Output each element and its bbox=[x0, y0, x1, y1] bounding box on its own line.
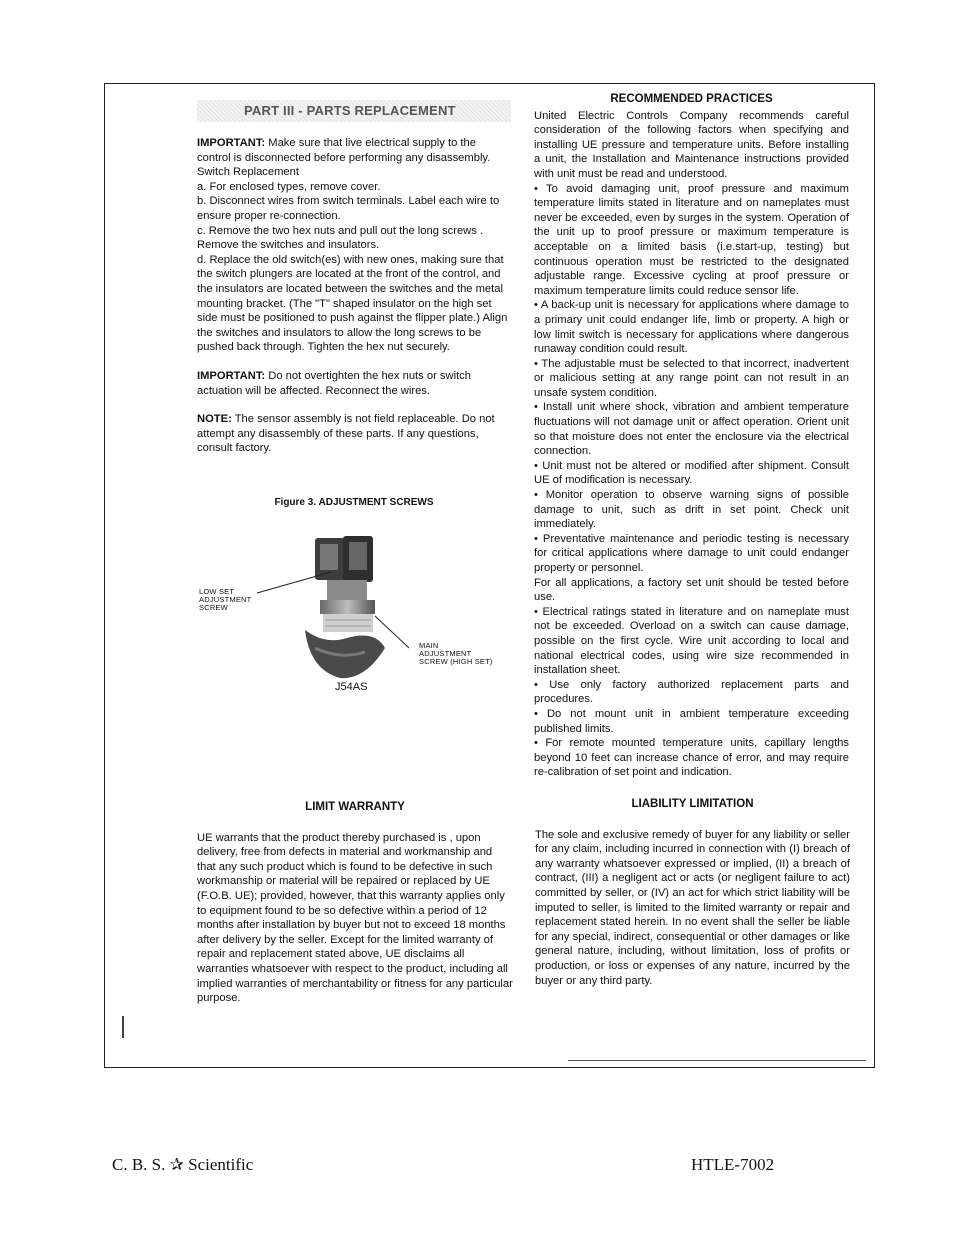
practice-paragraph: For all applications, a factory set unit should be tested before use. bbox=[534, 576, 849, 604]
liability-limitation-section bbox=[535, 797, 850, 988]
main-adjustment-label: MAIN ADJUSTMENT SCREW (HIGH SET) bbox=[419, 641, 493, 667]
practice-paragraph: • A back-up unit is necessary for applications where damage to a primary unit could endanger life, limb or property. A high or low limit switch is necessary for applications where dangerous runaway condition could result. bbox=[534, 299, 849, 356]
practice-paragraph: • Monitor operation to observe warning signs of possible damage to unit, such as drift in set point. Check unit immediately. bbox=[534, 489, 849, 531]
practice-paragraph: • Install unit where shock, vibration and ambient temperature fluctuations will not damage unit or affect operation. Orient unit so that moisture does not enter the enclosure via the electrical connection. bbox=[534, 401, 849, 458]
footer-right: HTLE-7002 bbox=[691, 1155, 775, 1174]
right-column bbox=[534, 92, 849, 780]
practice-paragraph: • Do not mount unit in ambient temperature exceeding published limits. bbox=[534, 707, 849, 735]
sensor-note: NOTE: The sensor assembly is not field replaceable. Do not attempt any disassembly of these parts. If any questions, consult factory. bbox=[197, 413, 495, 455]
switch-replacement-title: Switch Replacement bbox=[197, 166, 299, 179]
scan-mark bbox=[122, 1016, 124, 1038]
callout-lines bbox=[197, 528, 517, 738]
practice-paragraph: • For remote mounted temperature units, capillary lengths beyond 10 feet can increase chance of error, and may require re-calibration of set point and indication. bbox=[534, 737, 849, 779]
important-overtighten: IMPORTANT: Do not overtighten the hex nuts or switch actuation will be affected. Reconnect the wires. bbox=[197, 369, 471, 397]
model-number: J54AS bbox=[335, 681, 368, 694]
divider-line bbox=[568, 1060, 866, 1061]
practice-paragraph: • Electrical ratings stated in literature and on nameplate must not be exceeded. Overload on a switch can cause damage, possible on the first cycle. Wire unit according to local and national electrical codes, using wire size recommended in installation sheet. bbox=[534, 605, 849, 677]
practice-paragraph: • Use only factory authorized replacement parts and procedures. bbox=[534, 678, 849, 706]
practice-paragraph: • Preventative maintenance and periodic testing is necessary for critical applications where damage to unit could endanger property or personnel. bbox=[534, 532, 849, 574]
practice-paragraph: United Electric Controls Company recommends careful consideration of the following factors when specifying and installing UE pressure and temperature units. Before installing a unit, the Installation and Maintenance instructions provided with unit must be read and understood. bbox=[534, 109, 849, 180]
footer-left: C. B. S. ✰ Scientific bbox=[112, 1155, 254, 1174]
step-a: a. For enclosed types, remove cover. bbox=[197, 180, 381, 193]
left-column bbox=[197, 100, 511, 738]
liability-limitation-heading: LIABILITY LIMITATION bbox=[631, 798, 754, 810]
limit-warranty-text: UE warrants that the product thereby purchased is , upon delivery, free from defects in material and workmanship and that any such product which is found to be defective in such workmanship or material will be repaired or replaced by UE (F.O.B. UE); provided, however, that this warranty applies only to equipment found to be so defective within a period of 12 months after installation by buyer but not to exceed 18 months after delivery by the seller. Except for the limited warranty of repair and replacement stated above, UE disclaims all warranties whatsoever with respect to the product, including all implied warranties of merchantability or fitness for any particular purpose. bbox=[197, 831, 513, 1005]
figure-caption: Figure 3. ADJUSTMENT SCREWS bbox=[274, 496, 434, 508]
liability-limitation-text: The sole and exclusive remedy of buyer for any liability or seller for any claim, including incurred in connection with (I) breach of any warranty whatsoever expressed or implied, (II) a breach of contract, (III) a negligent act or acts (or negligent failure to act) committed by seller, or (IV) an act for which strict liability will be imputed to seller, is limited to the limited warranty or repair and replacement stated herein. In no event shall the seller be liable for any special, indirect, consequential or other damages or like general nature, including, without limitation, loss of profits or production, or loss or expenses of any nature, incurred by the buyer or any third party. bbox=[535, 828, 850, 987]
practice-paragraph: • Unit must not be altered or modified after shipment. Consult UE of modification is necessary. bbox=[534, 459, 849, 487]
step-b: b. Disconnect wires from switch terminals. Label each wire to ensure proper re-connection. bbox=[197, 195, 500, 222]
adjustment-screws-figure bbox=[197, 528, 511, 738]
practice-paragraph: • To avoid damaging unit, proof pressure and maximum temperature limits stated in literature and on nameplates must never be exceeded, even by surges in the system. Operation of the unit up to proof pressure or maximum temperature is acceptable on a limited basis (i.e.start-up, testing) but continuous operation must be restricted to the designated adjustable range. Excessive cycling at proof pressure or maximum temperature limits could reduce sensor life. bbox=[534, 182, 849, 297]
low-set-label: LOW SET ADJUSTMENT SCREW bbox=[199, 587, 252, 613]
step-d: d. Replace the old switch(es) with new ones, making sure that the switch plungers are located at the front of the control, and the insulators are located between the switches and the metal mounting bracket. (The "T" shaped insulator on the high set side must be positioned to push against the flipper plate.) Align the switches and insulators to allow the long screws to be pushed back through. Tighten the hex nut securely. bbox=[197, 253, 508, 354]
recommended-practices-heading: RECOMMENDED PRACTICES bbox=[610, 93, 773, 105]
important-notice: IMPORTANT: Make sure that live electrical supply to the control is disconnected before performing any disassembly. bbox=[197, 137, 491, 164]
limit-warranty-section bbox=[197, 800, 513, 1006]
part-header: PART III - PARTS REPLACEMENT bbox=[197, 100, 511, 122]
step-c: c. Remove the two hex nuts and pull out the long screws . Remove the switches and insulators. bbox=[197, 224, 484, 252]
practice-paragraph: • The adjustable must be selected to that incorrect, inadvertent or malicious setting at any range point can not result in an unsafe system condition. bbox=[534, 357, 849, 399]
limit-warranty-heading: LIMIT WARRANTY bbox=[305, 801, 405, 813]
scanned-page-frame bbox=[104, 83, 875, 1068]
